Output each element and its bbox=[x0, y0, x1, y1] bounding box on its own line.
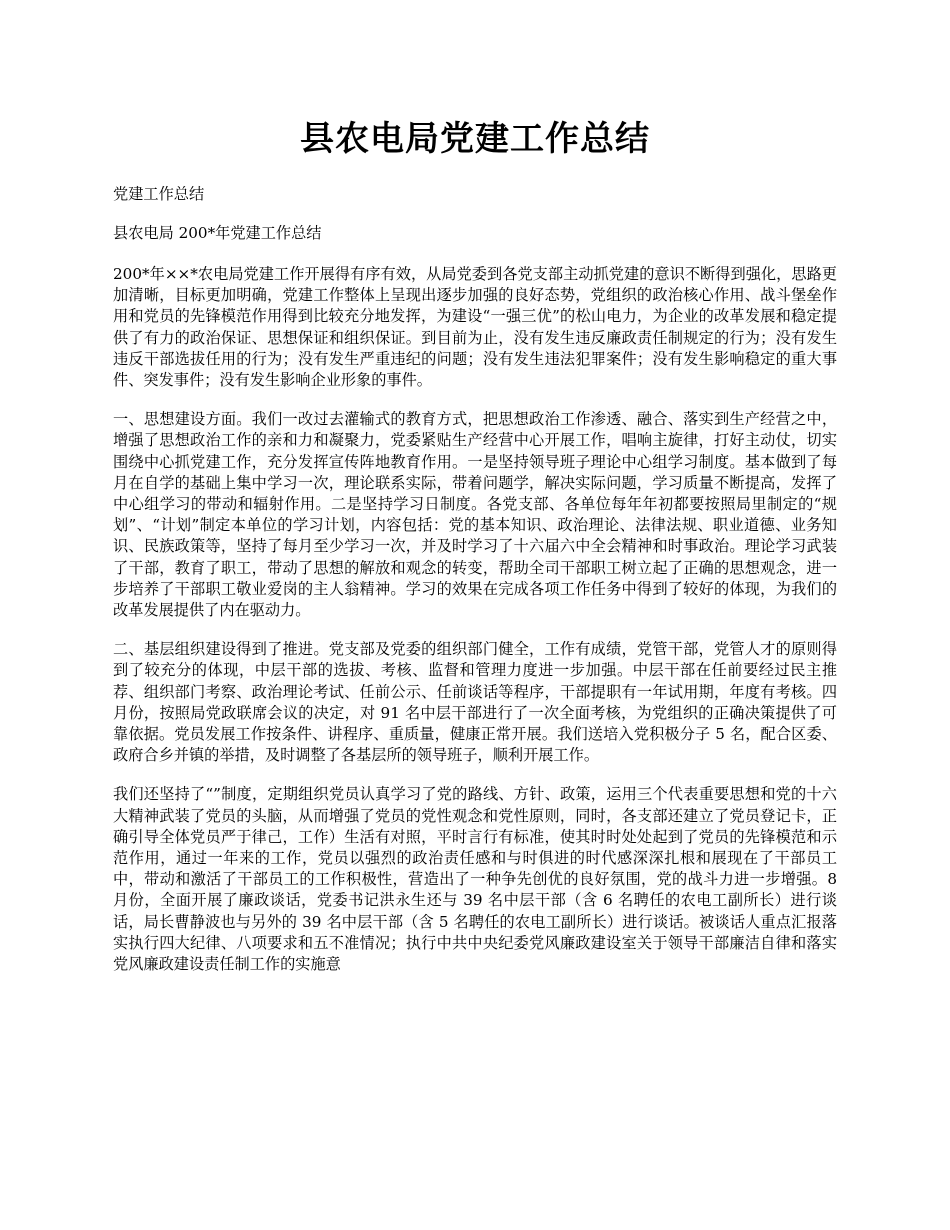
document-subtitle: 党建工作总结 bbox=[113, 185, 205, 203]
paragraph-party-member-system: 我们还坚持了“”制度，定期组织党员认真学习了党的路线、方针、政策，运用三个代表重要思想和党的十六大精神武装了党员的头脑，从而增强了党员的党性观念和党性原则，同时，各支部还建立了党员登记卡，正确引导全体党员严于律己，工作）生活有对照，平时言行有标准，使其时时处处起到了党员的先锋模范和示范作用，通过一年来的工作，党员以强烈的政治责任感和与时俱进的时代感深深扎根和展现在了干部员工中，带动和激活了干部员工的工作积极性，营造出了一种争先创优的良好氛围，党的战斗力进一步增强。8 月份，全面开展了廉政谈话，党委书记洪永生还与 39 名中层干部（含 6 名聘任的农电工副所长）进行谈话，局长曹静波也与另外的 39 名中层干部（含 5 名聘任的农电工副所长）进行谈话。被谈话人重点汇报落实执行四大纪律、八项要求和五不准情况；执行中共中央纪委党风廉政建设室关于领导干部廉洁自律和落实党风廉政建设责任制工作的实施意 bbox=[113, 785, 837, 974]
paragraph-grassroots-organization: 二、基层组织建设得到了推进。党支部及党委的组织部门健全，工作有成绩，党管干部，党管人才的原则得到了较充分的体现，中层干部的选拔、考核、监督和管理力度进一步加强。中层干部在任前要经过民主推荐、组织部门考察、政治理论考试、任前公示、任前谈话等程序，干部提职有一年试用期，年度有考核。四月份，按照局党政联席会议的决定，对 91 名中层干部进行了一次全面考核，为党组织的正确决策提供了可靠依据。党员发展工作按条件、讲程序、重质量，健康正常开展。我们送培入党积极分子 5 名，配合区委、政府合乡并镇的举措，及时调整了各基层所的领导班子，顺利开展工作。 bbox=[113, 640, 837, 765]
paragraph-intro: 200*年××*农电局党建工作开展得有序有效，从局党委到各党支部主动抓党建的意识不断得到强化，思路更加清晰，目标更加明确，党建工作整体上呈现出逐步加强的良好态势，党组织的政治核心作用、战斗堡垒作用和党员的先锋模范作用得到比较充分地发挥，为建设“一强三优”的松山电力，为企业的改革发展和稳定提供了有力的政治保证、思想保证和组织保证。到目前为止，没有发生违反廉政责任制规定的行为；没有发生违反干部选拔任用的行为；没有发生严重违纪的问题；没有发生违法犯罪案件；没有发生影响稳定的重大事件、突发事件；没有发生影响企业形象的事件。 bbox=[113, 265, 837, 390]
document-report-name: 县农电局 200*年党建工作总结 bbox=[113, 224, 322, 242]
paragraph-ideological-building: 一、思想建设方面。我们一改过去灌输式的教育方式，把思想政治工作渗透、融合、落实到生产经营之中，增强了思想政治工作的亲和力和凝聚力，党委紧贴生产经营中心开展工作，唱响主旋律，打好主动仗，切实围绕中心抓党建工作，充分发挥宣传阵地教育作用。一是坚持领导班子理论中心组学习制度。基本做到了每月在自学的基础上集中学习一次，理论联系实际，带着问题学，解决实际问题，学习质量不断提高，发挥了中心组学习的带动和辐射作用。二是坚持学习日制度。各党支部、各单位每年年初都要按照局里制定的“规划”、“计划”制定本单位的学习计划，内容包括：党的基本知识、政治理论、法律法规、职业道德、业务知识、民族政策等，坚持了每月至少学习一次，并及时学习了十六届六中全会精神和时事政治。理论学习武装了干部，教育了职工，带动了思想的解放和观念的转变，帮助全司干部职工树立起了正确的思想观念，进一步培养了干部职工敬业爱岗的主人翁精神。学习的效果在完成各项工作任务中得到了较好的体现，为我们的改革发展提供了内在驱动力。 bbox=[113, 410, 837, 620]
document-title: 县农电局党建工作总结 bbox=[300, 119, 650, 159]
